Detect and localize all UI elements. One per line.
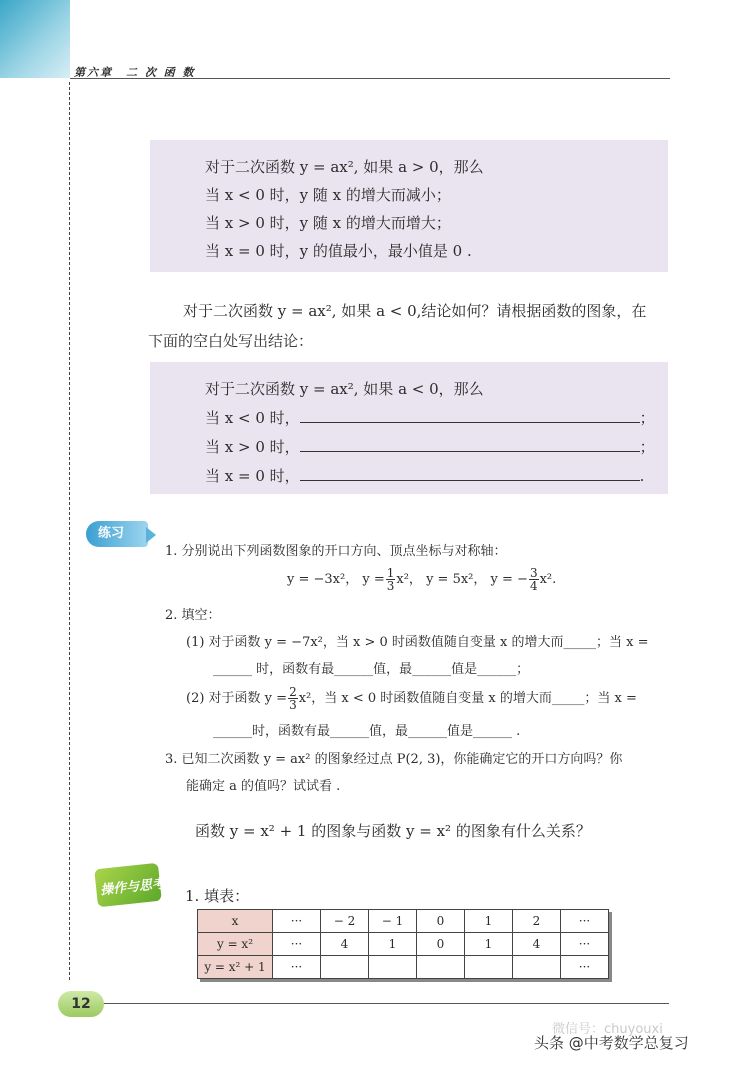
table-cell: ··· <box>273 910 321 933</box>
arrow-right-icon <box>146 527 156 543</box>
fraction-denominator: 4 <box>529 579 538 593</box>
q2-2-suffix: x²，当 x < 0 时函数值随自变量 x 的增大而_____；当 x = <box>298 691 637 706</box>
table-cell: 1 <box>369 933 417 956</box>
fill-table-instruction: 1. 填表： <box>185 887 250 905</box>
table-row <box>198 956 609 979</box>
box2-row-end: . <box>639 467 645 485</box>
table-cell[interactable] <box>465 956 513 979</box>
table-header-cell: y = x² <box>198 933 273 956</box>
function-1: y = −3x²， <box>287 572 359 587</box>
table-row <box>198 910 609 933</box>
table-cell: 0 <box>417 910 465 933</box>
practice-q1-functions <box>287 567 556 592</box>
practice-q3b: 能确定 a 的值吗？试试看 . <box>186 779 341 794</box>
chapter-title: 第六章 二 次 函 数 <box>74 66 196 79</box>
answer-blank[interactable] <box>300 408 640 423</box>
function-3: y = 5x²， <box>426 572 487 587</box>
box2-row-end: ； <box>639 438 655 456</box>
header-rule <box>70 78 670 79</box>
footer-rule <box>104 1003 669 1004</box>
table-header-cell: y = x² + 1 <box>198 956 273 979</box>
box2-row <box>205 465 644 486</box>
function-4-prefix: y = − <box>490 572 528 587</box>
table-cell: 4 <box>321 933 369 956</box>
table-cell: 4 <box>513 933 561 956</box>
question-line-2: 下面的空白处写出结论： <box>148 332 314 350</box>
box2-row-end: ； <box>639 409 655 427</box>
table-cell[interactable] <box>417 956 465 979</box>
table-cell: ··· <box>561 910 609 933</box>
box2-row <box>205 436 655 457</box>
fraction-denominator: 3 <box>289 698 297 712</box>
fraction-denominator: 3 <box>386 579 395 593</box>
fraction <box>529 567 539 592</box>
table-cell: ··· <box>273 956 321 979</box>
practice-label: 练习 <box>98 526 125 541</box>
fraction-numerator: 3 <box>529 566 538 580</box>
question-line-1: 对于二次函数 y = ax², 如果 a < 0,结论如何？请根据函数的图象，在 <box>183 302 647 320</box>
margin-dashed-line <box>69 82 70 980</box>
table-cell: ··· <box>273 933 321 956</box>
practice-q2-2a <box>186 686 637 711</box>
table-cell: ··· <box>561 956 609 979</box>
box2-row-prefix: 当 x < 0 时， <box>205 409 300 427</box>
practice-q1: 1. 分别说出下列函数图象的开口方向、顶点坐标与对称轴： <box>165 544 507 559</box>
table-cell: − 1 <box>369 910 417 933</box>
box1-line: 当 x > 0 时，y 随 x 的增大而增大； <box>205 214 451 232</box>
relation-question: 函数 y = x² + 1 的图象与函数 y = x² 的图象有什么关系？ <box>195 822 591 840</box>
box1-line: 对于二次函数 y = ax², 如果 a > 0，那么 <box>205 158 484 176</box>
box2-row-prefix: 当 x > 0 时， <box>205 438 300 456</box>
practice-q2: 2. 填空： <box>165 608 221 623</box>
fraction-numerator: 2 <box>289 685 297 699</box>
practice-q2-1b: ______ 时，函数有最______值，最______值是______； <box>213 662 530 677</box>
table-cell: − 2 <box>321 910 369 933</box>
table-row <box>198 933 609 956</box>
box1-line: 当 x = 0 时，y 的值最小，最小值是 0 . <box>205 242 472 260</box>
corner-decoration <box>0 0 70 78</box>
practice-q3a: 3. 已知二次函数 y = ax² 的图象经过点 P(2, 3)，你能确定它的开口方向吗？你 <box>165 752 623 767</box>
table-cell[interactable] <box>369 956 417 979</box>
box2-intro: 对于二次函数 y = ax², 如果 a < 0，那么 <box>205 380 484 398</box>
function-2-prefix: y = <box>362 572 385 587</box>
function-2-suffix: x²， <box>396 572 422 587</box>
practice-q2-2b: ______时，函数有最______值，最______值是______ . <box>213 724 521 739</box>
box2-row <box>205 407 655 428</box>
page-number: 12 <box>58 991 104 1017</box>
operation-label: 操作与思考 <box>99 876 166 899</box>
answer-blank[interactable] <box>300 466 640 481</box>
table-cell: 0 <box>417 933 465 956</box>
table-cell: 2 <box>513 910 561 933</box>
table-cell[interactable] <box>321 956 369 979</box>
value-table <box>197 909 609 979</box>
box2-row-prefix: 当 x = 0 时， <box>205 467 300 485</box>
table-cell: ··· <box>561 933 609 956</box>
q2-2-prefix: (2) 对于函数 y = <box>186 691 288 706</box>
table-cell: 1 <box>465 933 513 956</box>
fraction <box>386 567 396 592</box>
table-header-cell: x <box>198 910 273 933</box>
function-4-suffix: x². <box>539 572 557 587</box>
fraction <box>288 686 298 711</box>
fraction-numerator: 1 <box>386 566 395 580</box>
table-cell: 1 <box>465 910 513 933</box>
box1-line: 当 x < 0 时，y 随 x 的增大而减小； <box>205 186 451 204</box>
answer-blank[interactable] <box>300 437 640 452</box>
table-cell[interactable] <box>513 956 561 979</box>
practice-q2-1a: (1) 对于函数 y = −7x²，当 x > 0 时函数值随自变量 x 的增大而_____；当 x = <box>186 635 649 650</box>
watermark: 头条 @中考数学总复习 <box>534 1034 689 1052</box>
watermark-faint: 微信号：chuyouxi <box>552 1022 663 1037</box>
